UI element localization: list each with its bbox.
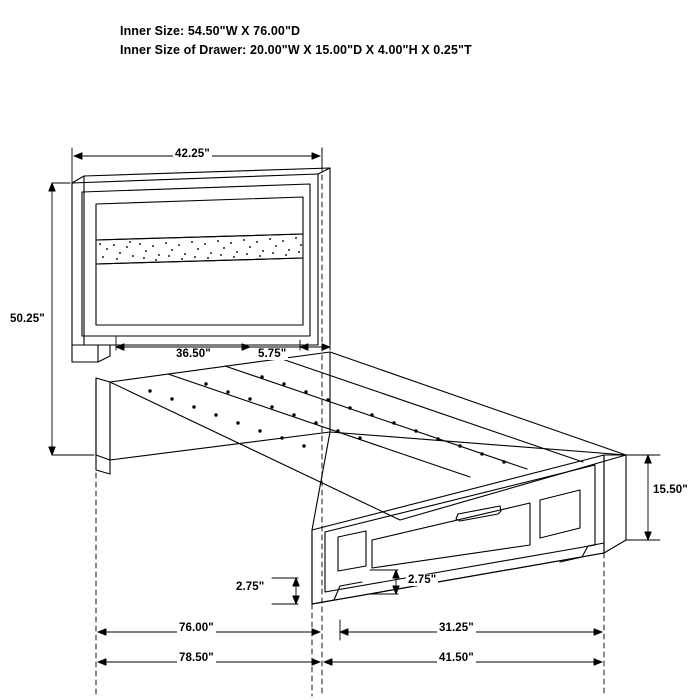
inner-size-drawer-note: Inner Size of Drawer: 20.00"W X 15.00"D X 4.00"H X 0.25"T xyxy=(120,43,472,57)
headboard-group xyxy=(72,168,330,362)
dimension-lines xyxy=(49,148,660,696)
dim-footboard-leg-height: 2.75" xyxy=(236,581,265,593)
bed-deck-group xyxy=(96,352,626,520)
dim-overall-height: 50.25" xyxy=(10,313,45,325)
glitter-strip-texture xyxy=(99,237,302,261)
dim-side-rail-leg-height: 2.75" xyxy=(408,574,437,586)
dim-side-length-total: 78.50" xyxy=(179,652,214,664)
dim-headboard-panel-right: 5.75" xyxy=(258,348,287,360)
dim-headboard-panel-width: 36.50" xyxy=(176,348,211,360)
dim-side-length-lower: 76.00" xyxy=(179,622,214,634)
dim-footboard-width-inner: 31.25" xyxy=(439,622,474,634)
dim-headboard-width: 42.25" xyxy=(175,148,210,160)
dim-footboard-width-total: 41.50" xyxy=(439,652,474,664)
footboard-group xyxy=(312,432,626,604)
dim-footboard-height: 15.50" xyxy=(653,484,688,496)
inner-size-note: Inner Size: 54.50"W X 76.00"D xyxy=(120,24,301,38)
